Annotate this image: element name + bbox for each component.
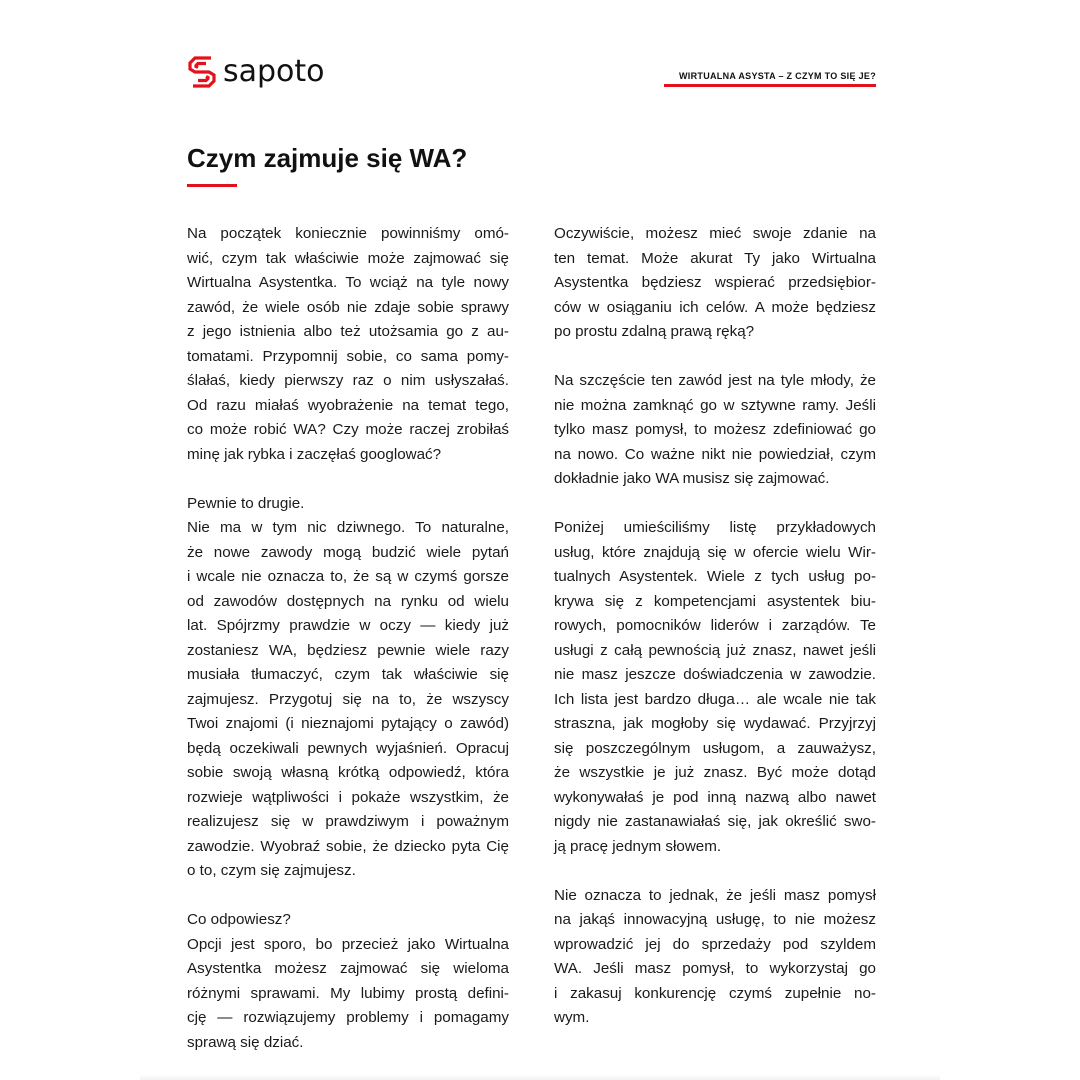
- text-line: i wcale nie oznacza to, że są w czymś gorsze: [187, 568, 509, 585]
- page-bottom-edge: [140, 1074, 940, 1080]
- text-line: zawód, że wiele osób nie zdaje sobie sprawy: [187, 298, 509, 316]
- text-line: różnymi sprawami. My lubimy prostą defini-: [187, 984, 509, 1002]
- text-line: wprowadzić jej do sprzedaży pod szyldem: [554, 935, 876, 953]
- text-line: i zakasuj konkurencję czymś zupełnie no-: [554, 984, 876, 1002]
- text-line: minę jak rybka i zaczęłaś googlować?: [187, 445, 442, 463]
- text-line: straszna, jak mogłoby się wydawać. Przyjrzyj: [554, 715, 876, 732]
- text-line: realizujesz się w prawdziwym i poważnym: [187, 813, 509, 830]
- text-line: usługi z całą pewnością już znasz, nawet jeśli: [554, 641, 876, 659]
- text-column-right: [554, 222, 876, 1031]
- text-line: Nie ma w tym nic dziwnego. To naturalne,: [187, 519, 509, 536]
- text-line: na nowo. Co ważne nikt nie powiedział, czym: [554, 445, 876, 463]
- brand-logo: [187, 52, 325, 92]
- text-line: Poniżej umieściliśmy listę przykładowych: [554, 519, 876, 536]
- header-tag-text: WIRTUALNA ASYSTA – Z CZYM TO SIĘ JE?: [679, 71, 876, 81]
- text-line: krywa się z kompetencjami asystentek biu-: [554, 592, 876, 610]
- text-line: lat. Spójrzmy prawdzie w oczy — kiedy już: [187, 617, 509, 634]
- text-line: Asystentka możesz zajmować się wieloma: [187, 960, 509, 977]
- text-line: o to, czym się zajmujesz.: [187, 862, 356, 879]
- header-section-label: [679, 66, 876, 84]
- text-line: usług, które znajdują się w ofercie wielu Wir-: [554, 543, 876, 561]
- text-line: tualnych Asystentek. Wiele z tych usług po-: [554, 568, 876, 585]
- paragraph-gap: [187, 884, 509, 909]
- paragraph-gap: [187, 467, 509, 492]
- text-line: ten temat. Może akurat Ty jako Wirtualna: [554, 249, 876, 267]
- text-line: zawodzie. Wyobraź sobie, że dziecko pyta Cię: [187, 837, 509, 855]
- text-line: wym.: [554, 1009, 590, 1026]
- text-column-left: [187, 222, 509, 1055]
- text-line: Co odpowiesz?: [187, 911, 291, 928]
- text-line: Nie oznacza to jednak, że jeśli masz pomysł: [554, 886, 876, 904]
- text-line: Twoi znajomi (i nieznajomi pytający o zawód): [187, 715, 509, 732]
- text-line: Asystentka będziesz wspierać przedsiębior-: [554, 274, 876, 291]
- text-line: musiała tłumaczyć, czym tak właściwie się: [187, 666, 509, 683]
- text-line: sobie swoją własną krótką odpowiedź, która: [187, 764, 509, 781]
- text-line: na jakąś innowacyjną usługę, to nie możesz: [554, 911, 876, 928]
- text-line: ją pracę jednym słowem.: [554, 837, 722, 855]
- sapoto-logo-icon: [187, 54, 217, 90]
- text-line: Od razu miałaś wyobrażenie na temat tego,: [187, 396, 509, 414]
- text-line: Ich lista jest bardzo długa… ale wcale nie tak: [554, 690, 876, 708]
- paragraph-gap: [554, 859, 876, 884]
- text-line: Na początek koniecznie powinniśmy omó-: [187, 225, 509, 242]
- text-line: Opcji jest sporo, bo przecież jako Wirtualna: [187, 935, 509, 953]
- text-line: cję — rozwiązujemy problemy i pomagamy: [187, 1009, 509, 1026]
- text-line: wykonywałaś je pod inną nazwą albo nawet: [554, 788, 876, 806]
- header-underline: [664, 84, 876, 87]
- text-line: się poszczególnym usługom, a zauważysz,: [554, 739, 876, 757]
- text-line: rozwieje wątpliwości i pokaże wszystkim, że: [187, 788, 509, 806]
- text-line: nigdy nie zastanawiałaś się, jak określić swo-: [554, 813, 876, 830]
- text-line: dokładnie jako WA musisz się zajmować.: [554, 470, 830, 487]
- title-underline: [187, 184, 237, 187]
- text-line: nie masz jeszcze doświadczenia w zawodzie.: [554, 666, 876, 683]
- text-line: będą oczekiwali pewnych wyjaśnień. Opracuj: [187, 739, 509, 757]
- text-line: że nowe zawody mogą budzić wiele pytań: [187, 543, 509, 561]
- text-line: Pewnie to drugie.: [187, 494, 305, 512]
- paragraph-gap: [554, 492, 876, 517]
- text-line: tylko masz pomysł, to możesz zdefiniować go: [554, 421, 876, 438]
- text-line: WA. Jeśli masz pomysł, to wykorzystaj go: [554, 960, 876, 977]
- brand-name: sapoto: [223, 54, 325, 89]
- text-line: ców w osiąganiu ich celów. A może będziesz: [554, 298, 876, 316]
- text-line: co może robić WA? Czy może raczej zrobiłaś: [187, 421, 509, 438]
- text-line: zajmujesz. Przygotuj się na to, że wszyscy: [187, 690, 509, 708]
- text-line: po prostu zdalną prawą ręką?: [554, 323, 755, 340]
- text-line: wić, czym tak właściwie może zajmować się: [187, 249, 509, 267]
- text-line: tomatami. Przypomnij sobie, co sama pomy-: [187, 347, 509, 365]
- text-line: zostaniesz WA, będziesz pewnie wiele razy: [187, 641, 509, 659]
- text-line: rowych, pomocników liderów i zarządów. Te: [554, 617, 876, 634]
- text-line: sprawą się dziać.: [187, 1033, 304, 1051]
- text-line: ślałaś, kiedy pierwszy raz o nim usłyszałaś.: [187, 372, 509, 389]
- text-line: Wirtualna Asystentka. To wciąż na tyle nowy: [187, 274, 509, 291]
- text-line: Na szczęście ten zawód jest na tyle młody, że: [554, 372, 876, 389]
- text-line: od zawodów dostępnych na rynku od wielu: [187, 592, 509, 610]
- text-line: z jego istnienia albo też utożsamia go z au-: [187, 323, 509, 340]
- text-line: że wszystkie je już znasz. Być może dotąd: [554, 764, 876, 781]
- paragraph-gap: [554, 345, 876, 370]
- text-line: Oczywiście, możesz mieć swoje zdanie na: [554, 225, 876, 242]
- page-title: Czym zajmuje się WA?: [187, 143, 468, 173]
- text-line: nie można zamknąć go w sztywne ramy. Jeśli: [554, 396, 876, 414]
